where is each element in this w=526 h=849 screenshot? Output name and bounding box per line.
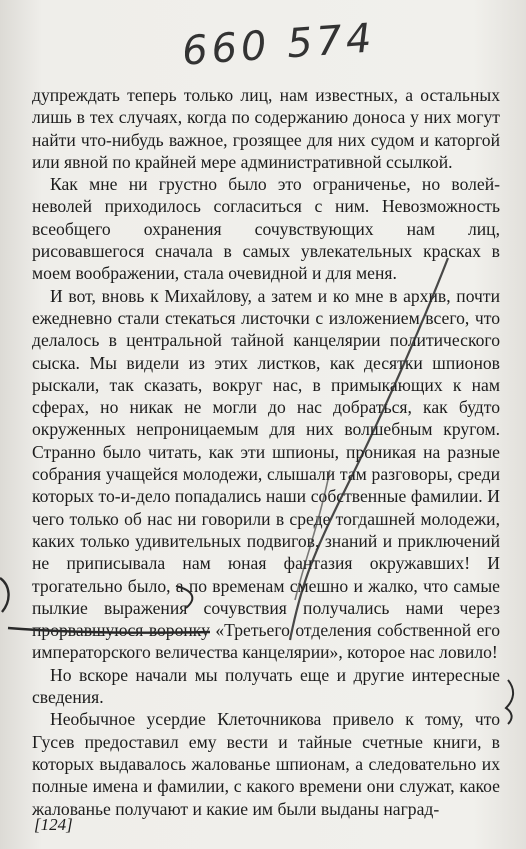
paragraph: Как мне ни грустно было это ограниченье, но волей-неволей приходилось согласиться с ним. Невозможность всеобщего охранения сочувствующих нам лиц, рисовавшегося сначала в самых увлекательных красках в моем воображении, стала очевидной и для меня. [32, 174, 500, 284]
right-margin-scribble [506, 680, 513, 724]
page-text [32, 84, 500, 820]
margin-bracket-mark [0, 578, 9, 612]
handwritten-archive-number: 660 574 [180, 15, 377, 75]
paragraph: И вот, вновь к Михайлову, а затем и ко мне в архив, почти ежедневно стали стекаться листочки с изложением всего, что делалось в центральной тайной канцелярии политического сыска. Мы видели из этих листков, как десятки шпионов рыскали, так сказать, вокруг нас, в примыкающих к нам сферах, но никак не могли до нас добраться, как будто окруженных непроницаемым для них волшебным кругом. Странно было читать, как эти шпионы, проникая на разные собрания учащейся молодежи, слышали там разговоры, среди которых то-и-дело попадались наши собственные фамилии. И чего только об нас ни говорили в среде тогдашней молодежи, каких только удивительных подвигов, знаний и приключений не приписывала нам юная фантазия окружавших! И трогательно было, а по временам смешно и жалко, что самые пылкие выражения сочувствия получались нами через прорвавшуюся воронку «Третьего отделения собственной его императорского величества канцелярии», которое нас ловило! [32, 285, 500, 663]
paragraph: Но вскоре начали мы получать еще и другие интересные сведения. [32, 664, 500, 708]
paragraph: Необычное усердие Клеточникова привело к тому, что Гусев предоставил ему вести и тайные счетные книги, в которых выдавалось жалованье шпионам, а следовательно их полные имена и фамилии, с какого времени они служат, какое жалованье получают и какие им были выданы наград- [32, 709, 500, 819]
page-number: [124] [34, 815, 73, 834]
paragraph: дупреждать теперь только лиц, нам известных, а остальных лишь в тех случаях, когда по содержанию доноса у них могут найти что-нибудь важное, грозящее для них судом и каторгой или явной по крайней мере административной ссылкой. [32, 85, 500, 172]
